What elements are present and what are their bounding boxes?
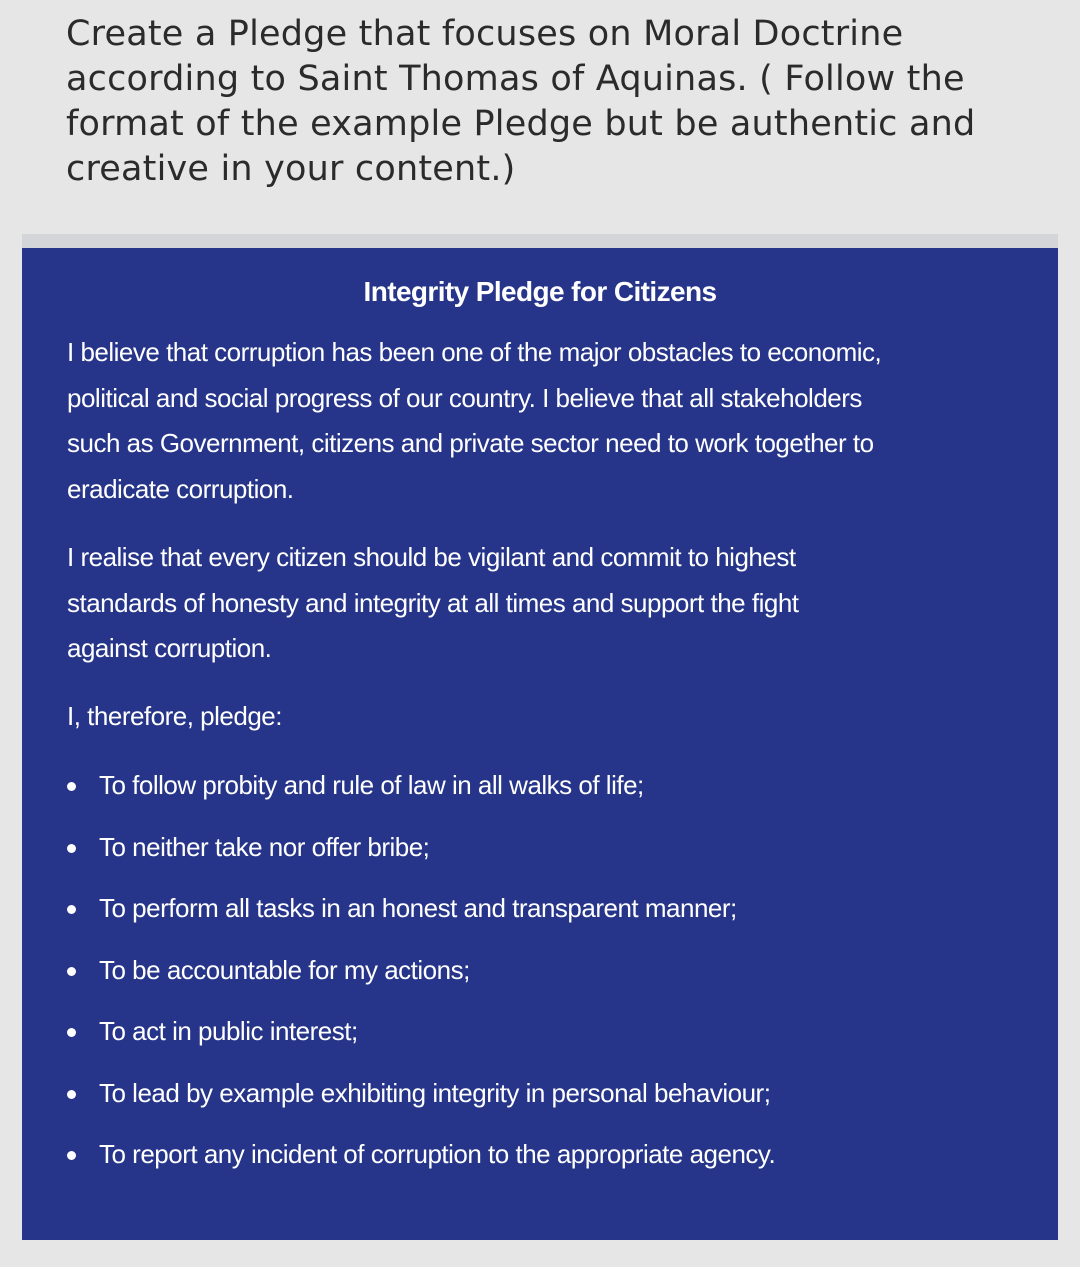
pledge-item-text: To follow probity and rule of law in all walks of life; xyxy=(99,770,644,800)
pledge-intro: I, therefore, pledge: xyxy=(67,701,282,731)
bullet-icon xyxy=(67,1090,76,1099)
pledge-list xyxy=(67,758,1027,1189)
pledge-item-text: To neither take nor offer bribe; xyxy=(99,831,430,862)
paragraph-line: such as Government, citizens and private sector need to work together to xyxy=(67,428,874,458)
pledge-item-text: To lead by example exhibiting integrity in personal behaviour; xyxy=(99,1077,771,1108)
paragraph-line: political and social progress of our country. I believe that all stakeholders xyxy=(67,382,862,413)
bullet-icon xyxy=(67,905,76,914)
pledge-list-item xyxy=(67,1066,1027,1128)
paragraph-line: against corruption. xyxy=(67,633,272,663)
prompt-line: creative in your content.) xyxy=(66,149,516,189)
pledge-paragraph-1 xyxy=(67,330,1027,512)
pledge-list-item xyxy=(67,881,1027,943)
prompt-line: Create a Pledge that focuses on Moral Doctrine xyxy=(66,14,904,54)
pledge-item-text: To be accountable for my actions; xyxy=(99,954,470,985)
pledge-title: Integrity Pledge for Citizens xyxy=(363,276,717,307)
pledge-list-item xyxy=(67,758,1027,820)
prompt-line: format of the example Pledge but be authentic and xyxy=(66,104,976,144)
prompt-line: according to Saint Thomas of Aquinas. ( Follow the xyxy=(66,59,965,99)
paragraph-line: I realise that every citizen should be vigilant and commit to highest xyxy=(67,542,796,572)
pledge-list-item xyxy=(67,1004,1027,1066)
paragraph-line: eradicate corruption. xyxy=(67,473,294,504)
pledge-paragraph-2 xyxy=(67,535,1027,672)
paragraph-line: standards of honesty and integrity at all times and support the fight xyxy=(67,587,799,618)
bullet-icon xyxy=(67,1151,76,1160)
question-prompt xyxy=(66,12,1026,192)
pledge-item-text: To act in public interest; xyxy=(99,1016,358,1046)
pledge-list-item xyxy=(67,1127,1027,1189)
pledge-image xyxy=(22,248,1058,1240)
paragraph-line: I believe that corruption has been one of the major obstacles to economic, xyxy=(67,337,882,367)
pledge-item-text: To report any incident of corruption to the appropriate agency. xyxy=(99,1139,776,1169)
bullet-icon xyxy=(67,782,76,791)
bullet-icon xyxy=(67,967,76,976)
pledge-list-item xyxy=(67,820,1027,882)
pledge-list-item xyxy=(67,943,1027,1005)
bullet-icon xyxy=(67,844,76,853)
image-top-border xyxy=(22,234,1058,248)
bullet-icon xyxy=(67,1028,76,1037)
pledge-item-text: To perform all tasks in an honest and transparent manner; xyxy=(99,893,737,923)
